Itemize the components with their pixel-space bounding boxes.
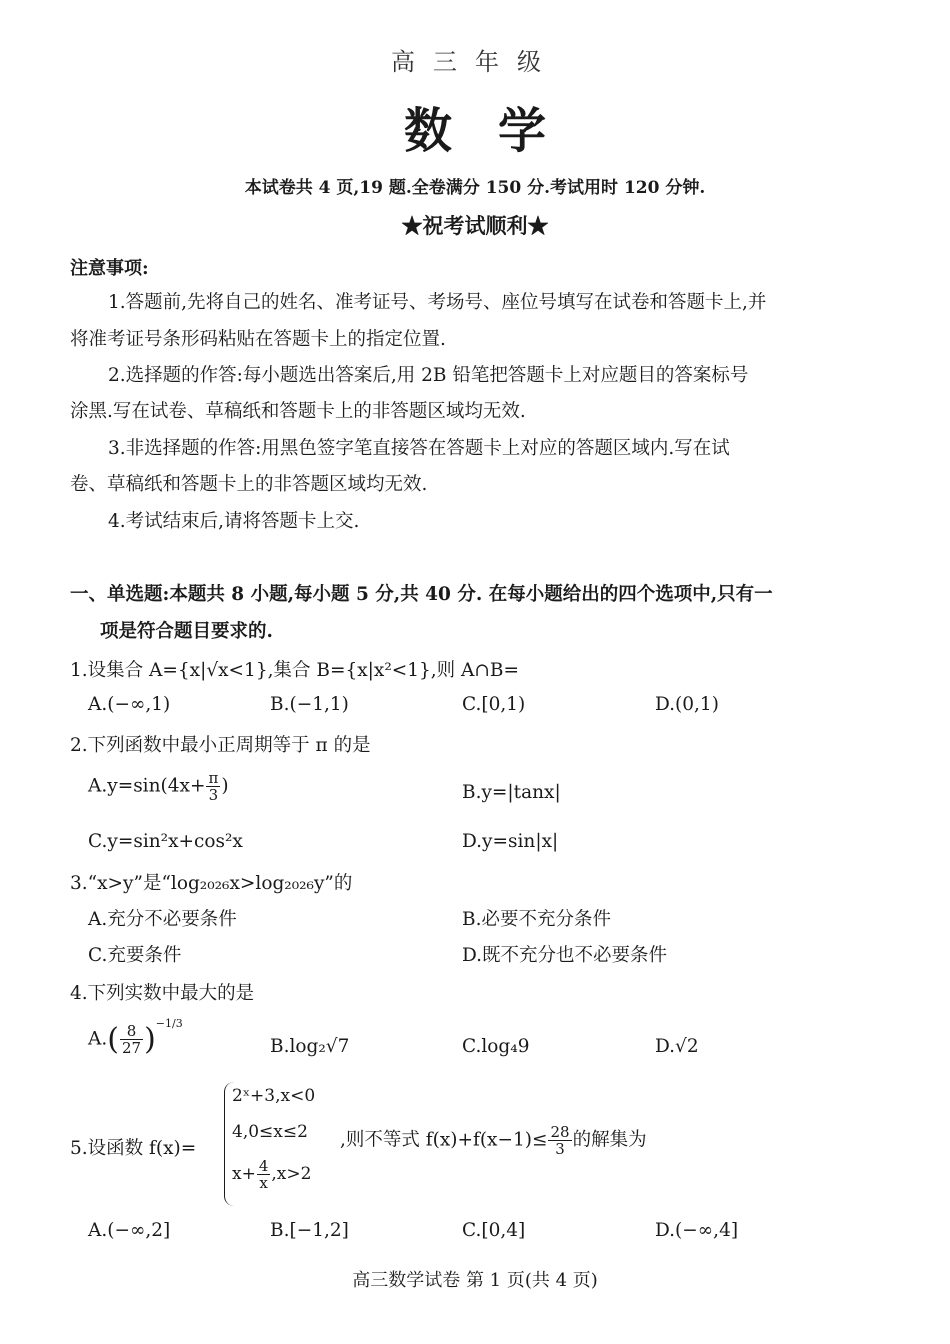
page-title: 数学 bbox=[403, 103, 592, 159]
fraction-8-over-27: $\frac{8}{27}$ bbox=[121, 1022, 142, 1057]
grade-label: 高三年级 bbox=[391, 48, 559, 76]
question-3-option-d: D.既不充分也不必要条件 bbox=[462, 945, 668, 966]
note-1-line-1: 1.答题前,先将自己的姓名、准考证号、考场号、座位号填写在试卷和答题卡上,并 bbox=[108, 292, 767, 313]
note-1-line-2: 将准考证号条形码粘贴在答题卡上的指定位置. bbox=[70, 329, 446, 350]
piecewise-case-2: 4,0≤x≤2 bbox=[232, 1122, 308, 1142]
good-luck-banner: ★祝考试顺利★ bbox=[401, 213, 549, 238]
question-1-option-c: C.[0,1) bbox=[462, 694, 526, 715]
question-4-stem: 4.下列实数中最大的是 bbox=[70, 983, 255, 1004]
question-5-option-b: B.[−1,2] bbox=[270, 1220, 349, 1241]
note-2-line-2: 涂黑.写在试卷、草稿纸和答题卡上的非答题区域均无效. bbox=[70, 401, 526, 422]
question-2-option-b: B.y=|tanx| bbox=[462, 782, 561, 803]
exam-info: 本试卷共 4 页,19 题.全卷满分 150 分.考试用时 120 分钟. bbox=[244, 178, 706, 198]
piecewise-case-1: 2ˣ+3,x<0 bbox=[232, 1086, 316, 1106]
section-1-heading-line-2: 项是符合题目要求的. bbox=[100, 621, 273, 642]
question-1-option-b: B.(−1,1) bbox=[270, 694, 349, 715]
question-5-option-c: C.[0,4] bbox=[462, 1220, 526, 1241]
page-footer: 高三数学试卷 第 1 页(共 4 页) bbox=[352, 1270, 598, 1291]
question-5-stem-prefix: 5.设函数 f(x)= bbox=[70, 1138, 197, 1159]
question-5-option-d: D.(−∞,4] bbox=[655, 1220, 739, 1241]
question-1-stem: 1.设集合 A={x|√x<1},集合 B={x|x²<1},则 A∩B= bbox=[70, 660, 519, 681]
note-4: 4.考试结束后,请将答题卡上交. bbox=[108, 511, 360, 532]
question-1-option-a: A.(−∞,1) bbox=[88, 694, 171, 715]
notes-heading: 注意事项: bbox=[70, 258, 149, 279]
question-4-option-b: B.log₂√7 bbox=[270, 1036, 350, 1057]
section-1-heading-line-1: 一、单选题:本题共 8 小题,每小题 5 分,共 40 分. 在每小题给出的四个选项中,只有一 bbox=[70, 584, 773, 605]
question-3-option-b: B.必要不充分条件 bbox=[462, 909, 611, 930]
note-3-line-2: 卷、草稿纸和答题卡上的非答题区域均无效. bbox=[70, 474, 428, 495]
question-5-stem-suffix: ,则不等式 f(x)+f(x−1)≤ $\frac{28}{3}$ 的解集为 bbox=[340, 1123, 647, 1158]
fraction-4-over-x: $\frac{4}{x}$ bbox=[258, 1157, 269, 1192]
question-2-option-d: D.y=sin|x| bbox=[462, 831, 559, 852]
question-2-stem: 2.下列函数中最小正周期等于 π 的是 bbox=[70, 735, 371, 756]
fraction-28-over-3: $\frac{28}{3}$ bbox=[550, 1123, 570, 1158]
question-3-option-c: C.充要条件 bbox=[88, 945, 182, 966]
question-1-option-d: D.(0,1) bbox=[655, 694, 719, 715]
piecewise-case-3: x+ $\frac{4}{x}$ ,x>2 bbox=[232, 1157, 312, 1192]
question-3-stem: 3.“x>y”是“log₂₀₂₆x>log₂₀₂₆y”的 bbox=[70, 873, 353, 894]
question-4-option-c: C.log₄9 bbox=[462, 1036, 530, 1057]
question-2-option-c: C.y=sin²x+cos²x bbox=[88, 831, 243, 852]
note-2-line-1: 2.选择题的作答:每小题选出答案后,用 2B 铅笔把答题卡上对应题目的答案标号 bbox=[108, 365, 749, 386]
question-3-option-a: A.充分不必要条件 bbox=[88, 909, 237, 930]
question-4-option-d: D.√2 bbox=[655, 1036, 699, 1057]
fraction-pi-over-3: $\frac{\pi}{3}$ bbox=[208, 769, 219, 804]
question-2-option-a: A.y=sin(4x+ $\frac{\pi}{3}$ ) bbox=[88, 769, 229, 804]
question-4-option-a: A.( $\frac{8}{27}$ )$^{-1/3}$ bbox=[88, 1017, 183, 1057]
question-5-option-a: A.(−∞,2] bbox=[88, 1220, 171, 1241]
note-3-line-1: 3.非选择题的作答:用黑色签字笔直接答在答题卡上对应的答题区域内.写在试 bbox=[108, 438, 730, 459]
